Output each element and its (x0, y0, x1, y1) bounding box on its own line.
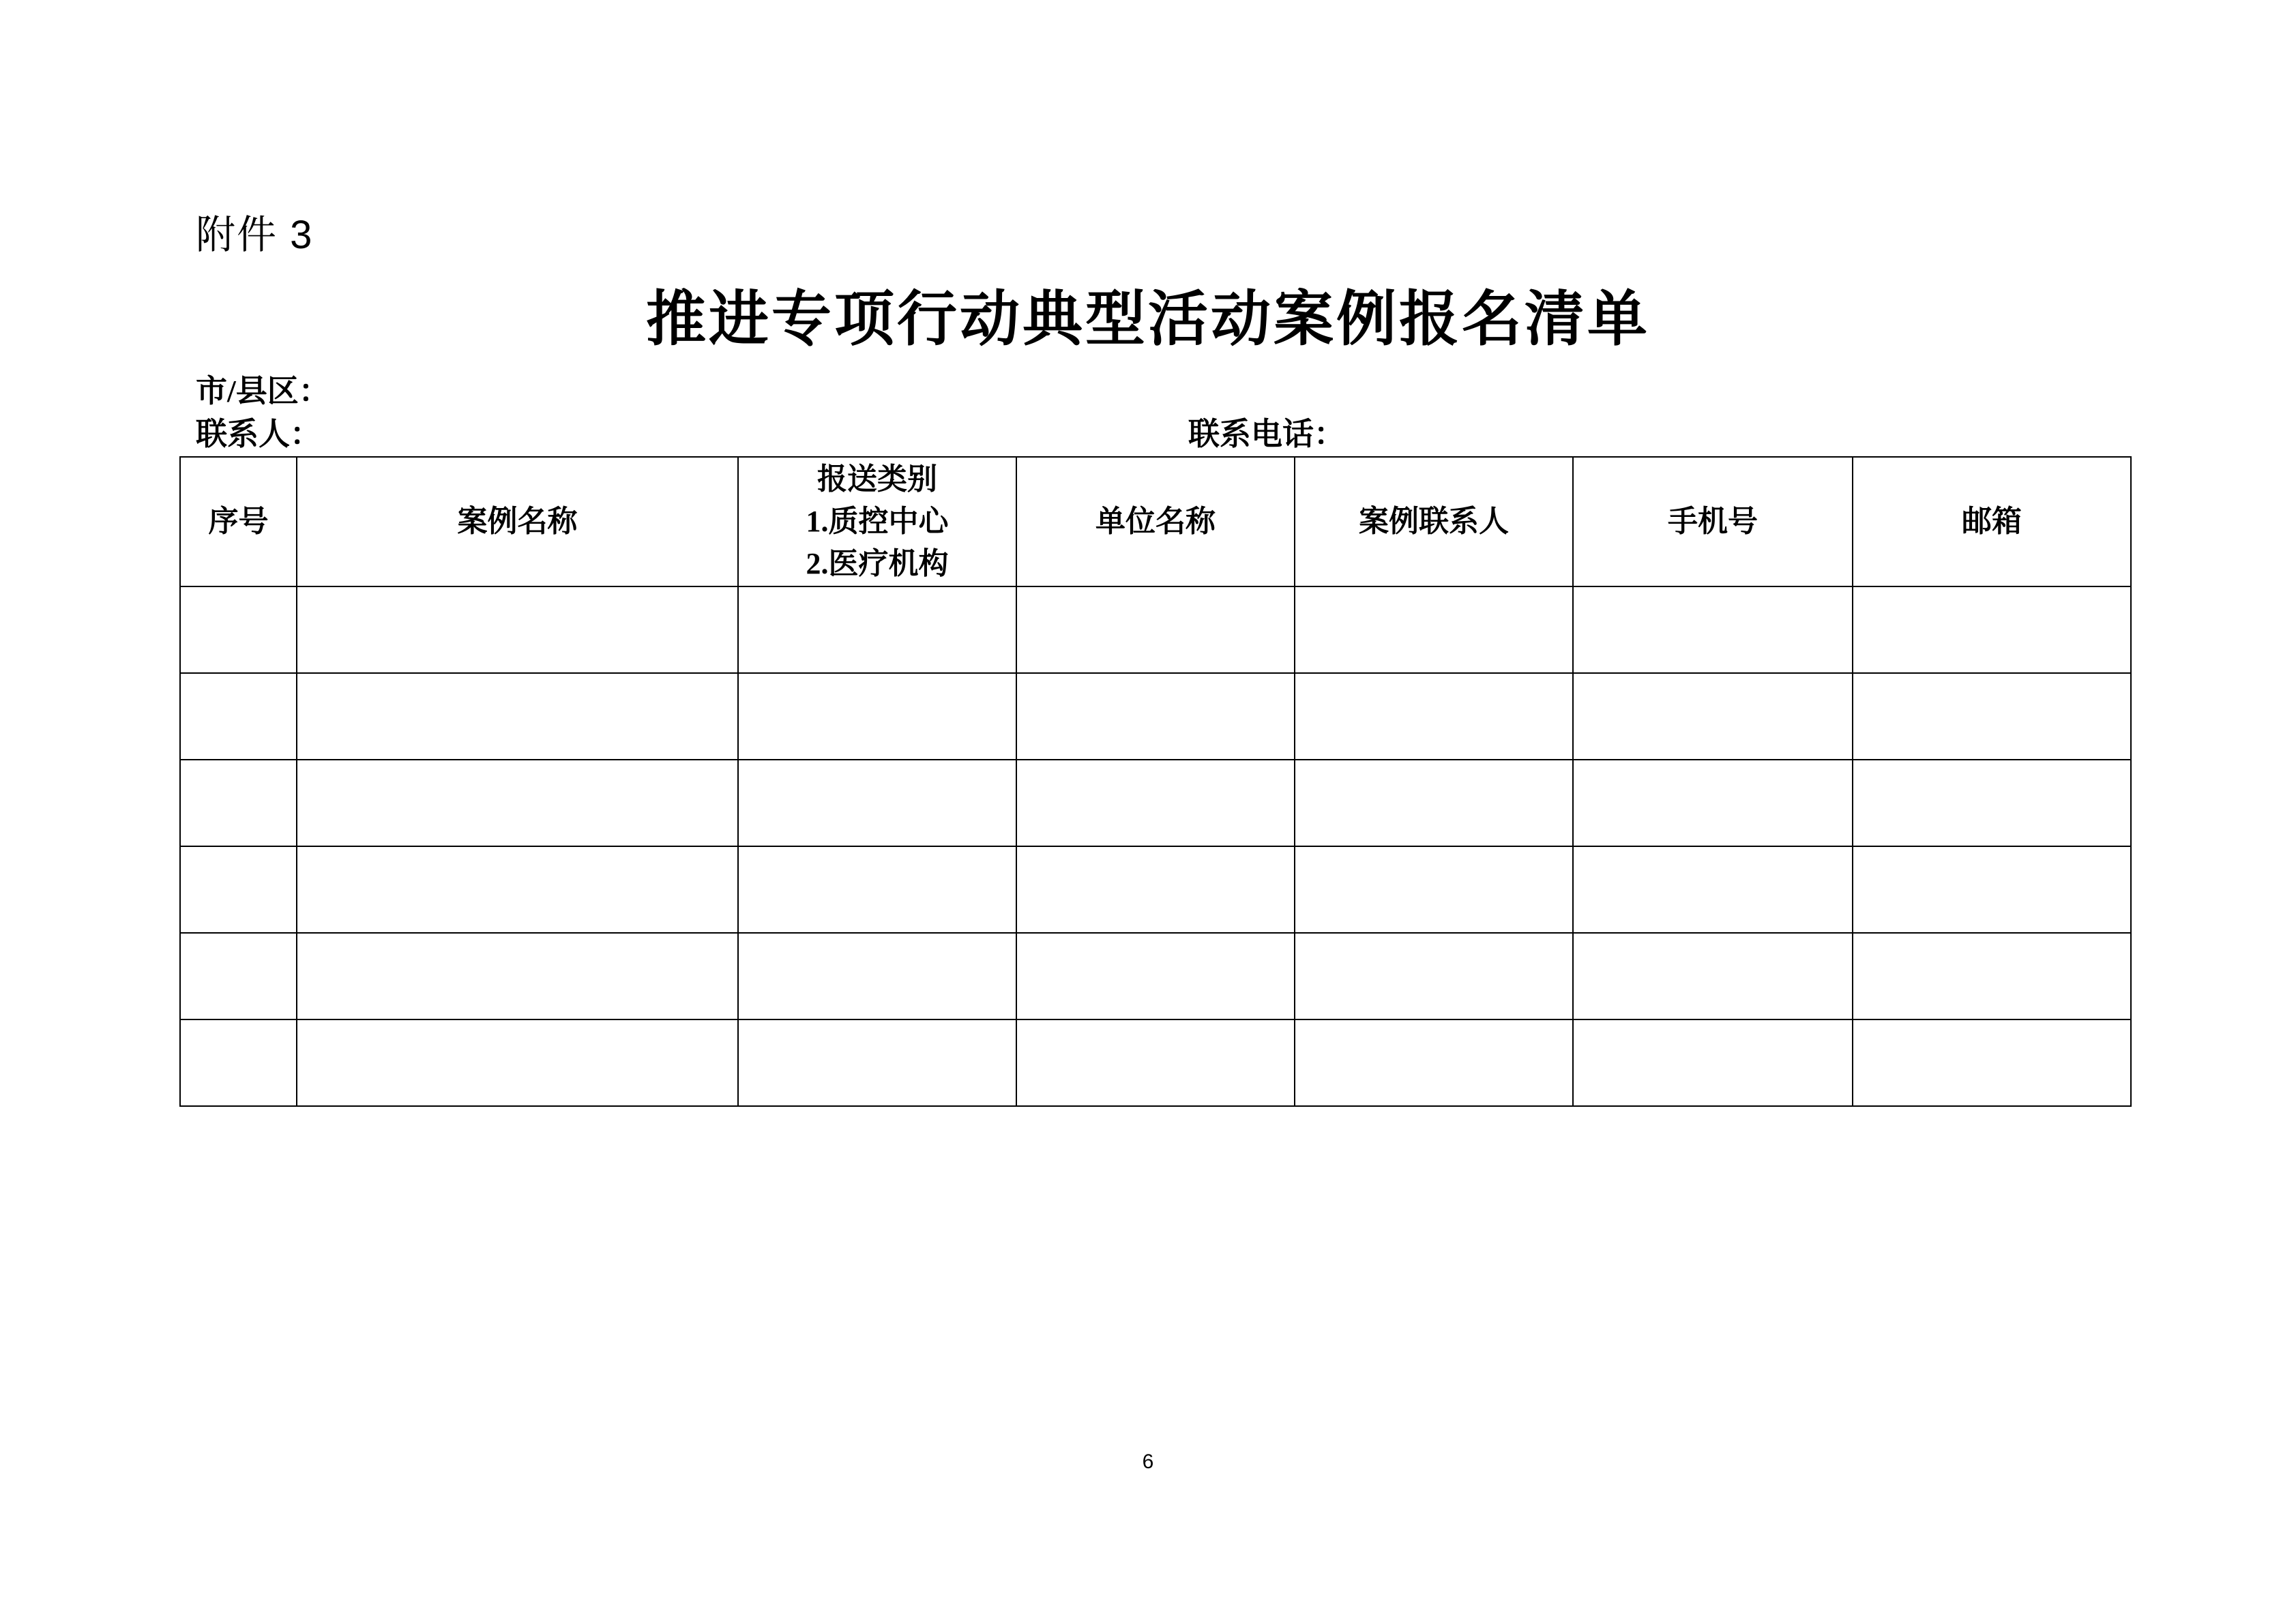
header-option-1: 1.质控中心 (806, 505, 949, 538)
table-cell (1573, 760, 1853, 846)
table-cell (1573, 933, 1853, 1019)
table-cell (1295, 586, 1573, 673)
table-cell (1573, 586, 1853, 673)
table-cell (297, 586, 738, 673)
table-cell (1295, 933, 1573, 1019)
table-row (180, 933, 2131, 1019)
header-email (1853, 457, 2131, 586)
table-row (180, 673, 2131, 760)
table-cell (180, 673, 297, 760)
table-cell (297, 846, 738, 933)
table-cell (297, 933, 738, 1019)
table-cell (1853, 1019, 2131, 1106)
table-cell (1853, 846, 2131, 933)
header-mobile-number (1573, 457, 1853, 586)
table-cell (1295, 760, 1573, 846)
header-submission-category (738, 457, 1016, 586)
table-cell (1295, 1019, 1573, 1106)
table-cell (1016, 760, 1295, 846)
table-cell (1016, 673, 1295, 760)
table-cell (1016, 846, 1295, 933)
table-cell (738, 1019, 1016, 1106)
table-cell (1853, 586, 2131, 673)
table-cell (1016, 933, 1295, 1019)
table-cell (738, 586, 1016, 673)
table-cell (1853, 933, 2131, 1019)
table-row (180, 1019, 2131, 1106)
table-cell (1853, 673, 2131, 760)
table-cell (297, 760, 738, 846)
table-cell (1016, 1019, 1295, 1106)
attachment-label: 附件 3 (196, 213, 314, 257)
document-title: 推进专项行动典型活动案例报名清单 (645, 287, 1650, 353)
contact-phone-label: 联系电话： (1188, 417, 1345, 451)
table-cell (180, 846, 297, 933)
table-cell (738, 673, 1016, 760)
header-label: 手机号 (1668, 505, 1758, 538)
table-cell (297, 1019, 738, 1106)
registration-table (179, 456, 2132, 1107)
table-cell (738, 760, 1016, 846)
table-row (180, 586, 2131, 673)
table-row (180, 846, 2131, 933)
table-cell (1573, 673, 1853, 760)
table-cell (180, 1019, 297, 1106)
header-label: 案例联系人 (1359, 505, 1509, 538)
table-row (180, 760, 2131, 846)
table-cell (180, 586, 297, 673)
header-label: 序号 (208, 505, 269, 538)
page-number: 6 (1142, 1450, 1154, 1473)
table-cell (1016, 586, 1295, 673)
table-header-row (180, 457, 2131, 586)
header-case-contact (1295, 457, 1573, 586)
header-label: 案例名称 (457, 505, 578, 538)
table-cell (1853, 760, 2131, 846)
header-serial-number (180, 457, 297, 586)
header-label: 邮箱 (1962, 505, 2022, 538)
table-cell (1573, 1019, 1853, 1106)
header-option-2: 2.医疗机构 (806, 547, 949, 580)
table-cell (1573, 846, 1853, 933)
table-cell (180, 760, 297, 846)
table-cell (738, 933, 1016, 1019)
table-cell (1295, 673, 1573, 760)
city-district-label: 市/县区： (196, 374, 330, 408)
table-cell (1295, 846, 1573, 933)
contact-person-label: 联系人： (196, 417, 321, 451)
table-cell (297, 673, 738, 760)
table-cell (180, 933, 297, 1019)
header-case-name (297, 457, 738, 586)
header-unit-name (1016, 457, 1295, 586)
header-label: 报送类别 (817, 462, 937, 496)
table-cell (738, 846, 1016, 933)
header-label: 单位名称 (1095, 505, 1216, 538)
